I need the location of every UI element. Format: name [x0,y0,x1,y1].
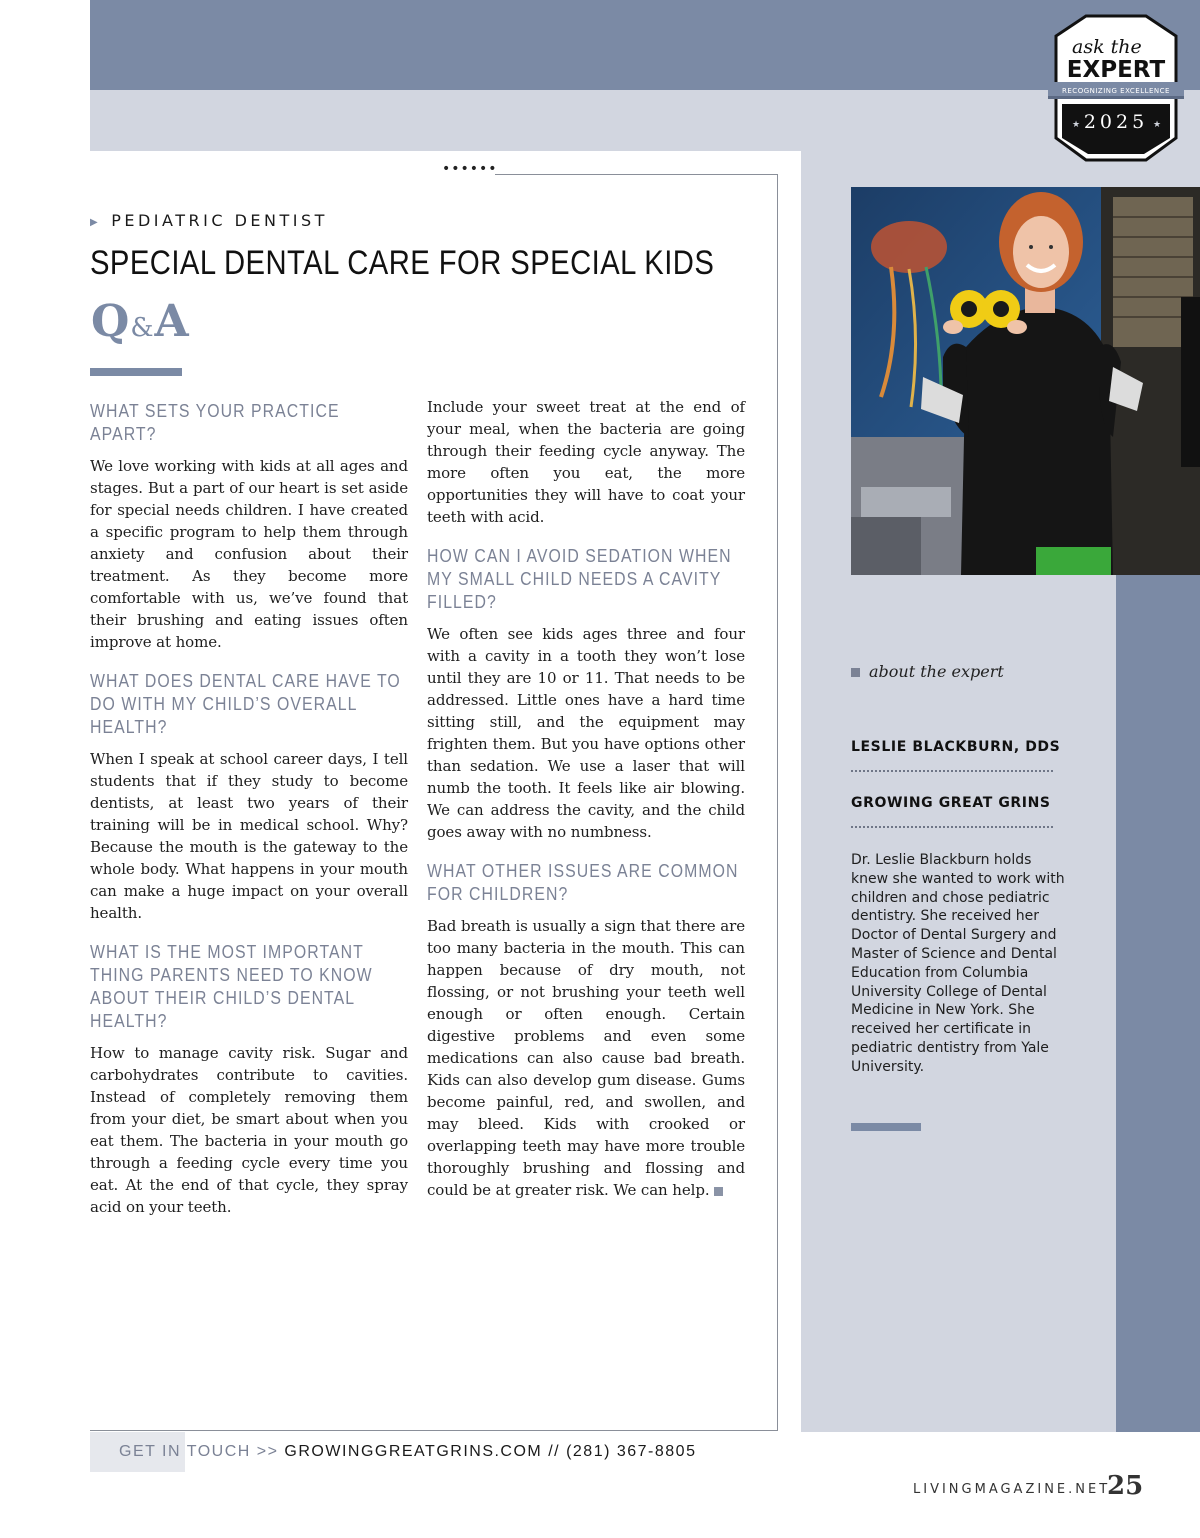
phone-number[interactable]: (281) 367-8805 [566,1443,697,1460]
answer-text: We love working with kids at all ages and stages. But a part of our heart is set aside for special needs children. I have created a specific program to help them through anxiety and confusion about their treatment. As they become more comfortable with us, we’ve found that their brushing and eating issues often improve at home. [90,457,408,651]
expert-photo [851,187,1200,575]
star-icon: ★ [1152,120,1162,130]
practice-name: GROWING GREAT GRINS [851,795,1051,811]
middle-column [427,396,745,1218]
question-heading: HOW CAN I AVOID SEDATION WHEN MY SMALL CHILD NEEDS A CAVITY FILLED? [427,546,732,612]
section-kicker [90,211,328,230]
magazine-site: LIVINGMAGAZINE.NET [913,1482,1111,1497]
frame-dots: •••••• [442,161,498,177]
kicker-text: PEDIATRIC DENTIST [111,211,328,230]
about-the-expert-label [851,662,1004,681]
answer-text: We often see kids ages three and four with a cavity in a tooth they won’t lose until they are 10 or 11. That needs to be addressed. Little ones have a hard time sitting still, and the equipment may frighten them. But you have options other than sedation. We use a laser that will numb the tooth. It feels like air blowing. We can address the cavity, and the child goes away with no numbness. [427,625,745,841]
about-label-text: about the expert [869,662,1004,681]
secondary-color-band [90,90,1200,151]
expert-bio: Dr. Leslie Blackburn holds knew she wanted to work with children and chose pediatric dentistry. She received her Doctor of Dental Surgery and Master of Science and Dental Education from Columbia University College of Dental Medicine in New York. She received her certificate in pediatric dentistry from Yale University. [851,852,1065,1075]
dotted-divider [851,826,1053,828]
question-heading: WHAT IS THE MOST IMPORTANT THING PARENTS NEED TO KNOW ABOUT THEIR CHILD’S DENTAL HEALTH? [90,942,373,1031]
badge-year: 2025 [1083,111,1149,133]
left-column [90,400,408,1235]
qa-amp: & [130,313,154,343]
triangle-icon: ▶ [90,217,102,228]
square-bullet-icon [851,668,860,677]
question-heading: WHAT OTHER ISSUES ARE COMMON FOR CHILDREN? [427,861,739,904]
article-title: SPECIAL DENTAL CARE FOR SPECIAL KIDS [90,244,715,282]
answer-text: How to manage cavity risk. Sugar and carbohydrates contribute to cavities. Instead of completely removing them from your diet, be smart about when you eat them. The bacteria in your mouth go through a feeding cycle every time you eat. At the end of that cycle, they spray acid on your teeth. [90,1044,408,1216]
qa-heading [91,296,189,347]
answer-text: When I speak at school career days, I tell students that if they study to become dentists, at least two years of their training will be in medical school. Why? Because the mouth is the gateway to the whole body. What happens in your mouth can make a huge impact on your overall health. [90,750,408,922]
badge-line1: ask the [1072,36,1142,58]
contact-separator: // [548,1443,561,1460]
dotted-divider [851,770,1053,772]
answer-continuation: Include your sweet treat at the end of your meal, when the bacteria are going through their feeding cycle anyway. The more often you eat, the more opportunities they will have to coat your teeth with acid. [427,398,745,526]
badge-tagline: RECOGNIZING EXCELLENCE [1062,87,1170,95]
expert-name: LESLIE BLACKBURN, DDS [851,739,1061,755]
qa-q: Q [91,296,130,347]
answer-text [427,915,745,1201]
star-icon: ★ [1071,120,1081,130]
sidebar-accent-stripe [1116,575,1200,1432]
bio-accent-bar [851,1123,921,1131]
website-link[interactable]: GROWINGGREATGRINS.COM [284,1443,543,1460]
qa-underline-bar [90,368,182,376]
top-color-band [90,0,1200,90]
question-heading: WHAT DOES DENTAL CARE HAVE TO DO WITH MY CHILD’S OVERALL HEALTH? [90,671,401,737]
ask-the-expert-badge [1048,14,1184,164]
qa-a: A [154,296,189,347]
frame-top-rule [495,174,778,175]
answer-last-text: Bad breath is usually a sign that there are too many bacteria in the mouth. This can happen because of dry mouth, not flossing, or not brushing your teeth well enough or often enough. Certain digestive problems and even some medications can also cause bad breath. Kids can also develop gum disease. Gums become painful, red, and swollen, and may bleed. Kids with crooked or overlapping teeth may have more trouble thoroughly brushing and flossing and could be at greater risk. We can help. [427,917,745,1199]
badge-line2: EXPERT [1066,57,1166,83]
contact-line [119,1443,696,1461]
get-in-touch-label: GET IN TOUCH >> [119,1443,279,1460]
question-heading: WHAT SETS YOUR PRACTICE APART? [90,401,340,444]
page-number: 25 [1107,1471,1144,1501]
end-mark-icon [714,1187,723,1196]
